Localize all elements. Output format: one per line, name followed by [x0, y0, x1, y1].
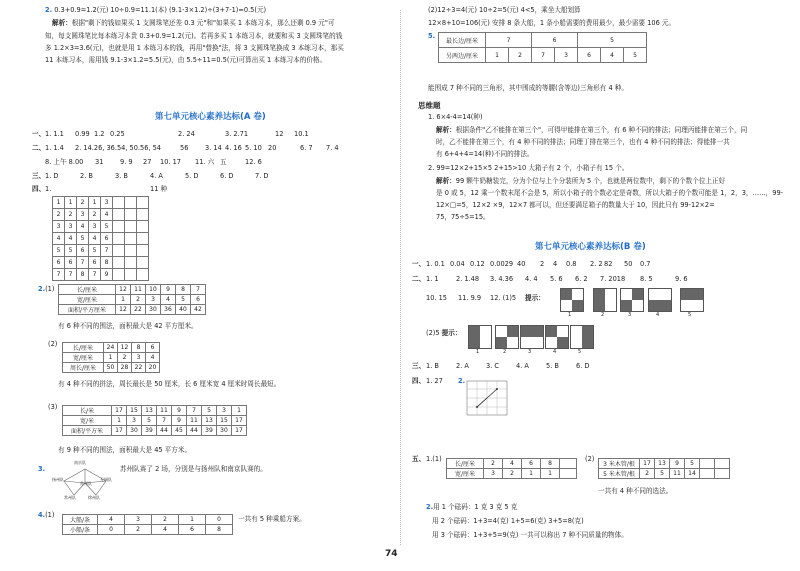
fig-num: 1 — [568, 312, 572, 318]
s2-item: 1. 1.4 — [45, 144, 64, 152]
s3-item: 5. D — [185, 172, 199, 180]
s2-item: 五 — [220, 158, 227, 166]
s1-label: 一、 — [32, 130, 46, 138]
fig-num: 3 — [528, 349, 532, 355]
section-title-b: 第七单元核心素养达标(B 卷) — [535, 242, 646, 252]
hint-figure — [593, 288, 617, 312]
b2-item: 5. 6 — [550, 275, 563, 283]
hint-figure — [520, 325, 544, 349]
b2-item: 10. 15 — [426, 294, 447, 302]
page-divider — [400, 10, 401, 545]
diagram-label-top: 南京队 — [74, 460, 86, 465]
s2-item: 10. 17 — [160, 158, 181, 166]
table-q4: 大船/条 4 3 2 1 0 小船/条 0 2 4 6 8 — [62, 514, 233, 535]
b3-item: 4. A — [516, 362, 529, 370]
s4-grid-note: 11 种 — [150, 185, 168, 193]
s3-label: 三、 — [32, 172, 46, 180]
b1-item: 1. 0.1 — [426, 260, 445, 268]
s1-item: 1.2 — [94, 130, 105, 138]
s1-item: 0.99 — [75, 130, 90, 138]
q2-note-2: 有 4 种不同的拼法，周长最长是 50 厘米，长 6 厘米宽 4 厘米时周长最短。 — [58, 380, 281, 388]
s4-number-grid: 1 1 2 1 3 2 2 3 2 4 3 3 4 3 5 4 4 5 4 6 5 5 6 5 7 6 6 7 6 8 7 7 8 7 9 — [52, 196, 149, 281]
s4-label: 四、 — [32, 185, 46, 193]
b4-q1: 1. 27 — [426, 377, 443, 385]
b2-item: 12. (1)5 — [490, 294, 517, 302]
analysis-line-0: 解析：根据"剩下的钱如果买 1 支圆珠笔还差 0.3 元"和"如果买 1 本练习本，那么还剩 0.9 元"可 — [52, 19, 335, 27]
grid-figure — [466, 380, 508, 416]
diagram-label-bottom-right: 徐州队 — [88, 495, 100, 500]
b1-item: 0.8 — [566, 260, 577, 268]
b1-item: 0.04 — [450, 260, 465, 268]
s1-item: 0.25 — [110, 130, 125, 138]
fig-num: 2 — [601, 312, 605, 318]
b2-item: 3. 4.36 — [490, 275, 514, 283]
table-q2-3: 长/米 17 15 13 11 9 7 5 3 1 宽/米 1 3 5 7 9 11 13 15 17 面积/平方米 17 30 39 44 45 44 39 30 17 — [62, 405, 247, 436]
s2-item: 8. 上午 8.00 — [45, 158, 84, 166]
s2-item: 56 — [180, 144, 189, 152]
s2-item: 27 — [143, 158, 152, 166]
s2-item: 7. 4 — [326, 144, 339, 152]
b2-item: 2. 1.48 — [456, 275, 480, 283]
b3-item: 6. D — [576, 362, 590, 370]
s4-q2-label: 2.(1) — [38, 285, 55, 293]
b2-item: 4. 4 — [525, 275, 538, 283]
hint-figure — [495, 325, 519, 349]
s2-label: 二、 — [32, 144, 46, 152]
section-title-a: 第七单元核心素养达标(A 卷) — [155, 112, 266, 122]
page-number: 74 — [385, 549, 398, 559]
s1-item: 1. 1.1 — [45, 130, 64, 138]
q2-note-1: 有 6 种不同的围法，面积最大是 42 平方厘米。 — [58, 322, 198, 330]
s1-item: 10.1 — [294, 130, 309, 138]
answer-line-q2: 2. 0.3+0.9=1.2(元) 10÷0.9=11.1(本) (9.1-3×1.2)÷(3+7-1)≈0.5(元) — [45, 6, 267, 14]
sw1-line-0: 解析：根据条件"乙不能排在第三个"，可得甲能排在第三个，有 6 种不同的排法；同理丙能排在第三个，同 — [436, 126, 748, 134]
hint-figure — [648, 288, 672, 312]
sw2-line-0: 解析：99 颗牛奶糖装完，分为个位与上个分装所为 5 个，也就是两位数中，剩下的个数个位上正好 — [436, 177, 726, 185]
s3-item: 7. D — [255, 172, 269, 180]
b3-item: 2. A — [456, 362, 469, 370]
fig-num: 2 — [503, 349, 507, 355]
sw2-text: 2. 99=12×2+15×5 2+15>10 大箱子有 2 个，小箱子有 15 个。 — [428, 164, 629, 172]
b5-q2-line-0: 2.用 1 个砝码：1 克 3 克 5 克 — [426, 503, 518, 511]
fig-num: 5 — [578, 349, 582, 355]
s2-item: 31 — [95, 158, 104, 166]
b1-item: 40 — [517, 260, 526, 268]
b2-item: 1. 1 — [426, 275, 439, 283]
analysis-line-1: 知，每支圆珠笔比每本练习本贵 0.3+0.9=1.2(元)。若再多买 1 本练习本，就要和买 3 支圆珠笔的钱 — [45, 32, 343, 40]
s2-item: 2. 14.26, 36.54, 50.56, 54 — [75, 144, 161, 152]
s4-q1-label: 1. — [45, 185, 52, 193]
b2-item: 11. 9.9 — [458, 294, 482, 302]
b1-item: 2 — [540, 260, 545, 268]
b2-hint: 提示： — [525, 294, 545, 302]
hint-figure — [680, 288, 704, 312]
s2-item: 20 — [268, 144, 277, 152]
b2-item: 6. 2 — [575, 275, 588, 283]
b5-q2-line-2: 用 3 个砝码：1+3+5=9(克) 一共可以称出 7 种不同质量的物体。 — [432, 531, 628, 539]
b4-q2: 2. — [458, 377, 466, 385]
s3-item: 3. B — [115, 172, 128, 180]
fig-num: 4 — [553, 349, 557, 355]
fig-num: 1 — [476, 349, 480, 355]
thinking-title: 思维题 — [418, 101, 441, 110]
fig-num: 5 — [688, 312, 692, 318]
b1-item: 82 — [604, 260, 613, 268]
sw1-line-1: 时，乙不能排在第三个，有 4 种不同的排法；同理丁排在第三个，也有 4 种不同的排法；得能排一共 — [436, 138, 730, 146]
b1-label: 一、 — [412, 260, 426, 268]
s2-item: 3. 14 — [205, 144, 222, 152]
diagram-label-mid: 苏州队 — [80, 481, 92, 486]
s2-item: 6. 7 — [300, 144, 313, 152]
s2-item: 11. 六 — [195, 158, 215, 166]
q2-sub3-label: (3) — [48, 403, 58, 411]
table-q5: 最长边/厘米 7 6 5 另两边/厘米 1 2 7 3 6 4 5 — [438, 32, 647, 63]
r-top-line-1: (2)12÷3=4(元) 10÷2=5(元) 4<5，乘坐大船划算 — [428, 6, 581, 14]
s1-item: 2. 24 — [178, 130, 195, 138]
table-b5-2: 3 米木管/根 17 13 9 5 5 米木管/根 2 5 11 14 — [598, 458, 730, 479]
b1-item: 50 — [624, 260, 633, 268]
b2-sub2-label: (2)5 提示： — [426, 329, 462, 337]
b5-q1-label: 1.(1) — [426, 455, 442, 463]
sw2-line-3: 75，75÷5=15。 — [436, 213, 490, 221]
b5-t2-note: 一共有 4 种不同的选法。 — [598, 487, 673, 495]
r-q5-label: 5. — [428, 32, 436, 40]
table-q2-1: 长/厘米 12 11 10 9 8 7 宽/厘米 1 2 3 4 5 6 面积/平方厘米 12 22 30 36 40 42 — [58, 284, 206, 315]
s3-item: 1. D — [45, 172, 59, 180]
sw1-line-2: 有 6+4+4=14(种)不同的排法。 — [436, 150, 534, 158]
s1-item: 12 — [275, 130, 284, 138]
hint-figure — [468, 325, 492, 349]
analysis-line-3: 11 本练习本，需用钱 9.1-3×1.2=5.5(元)，由 5.5÷11=0.5(元)可算出买 1 本练习本的价格。 — [45, 56, 327, 64]
q2-note-3: 有 9 种不同的围法，面积最大是 45 平方米。 — [58, 446, 192, 454]
q3-text: 苏州队赛了 2 场，分别是与扬州队和南京队赛的。 — [120, 465, 267, 473]
b1-item: 4 — [553, 260, 558, 268]
diagram-label-right: 无锡队 — [100, 477, 112, 482]
b3-item: 5. B — [546, 362, 559, 370]
table-q2-2: 长/厘米 24 12 8 6 宽/厘米 1 2 3 4 周长/厘米 50 28 22 20 — [62, 342, 160, 373]
s4-q3-label: 3. — [38, 465, 46, 473]
hint-figure — [545, 325, 569, 349]
hint-figure — [560, 288, 584, 312]
r-top-line-2: 12×8+10=106(元) 安排 8 条大船，1 条小船需要的费用最少，最少需要 106 元。 — [428, 19, 676, 27]
s2-item: 4. 16 — [225, 144, 242, 152]
table-b5-1: 长/厘米 2 4 6 8 宽/厘米 3 2 1 1 — [446, 458, 577, 479]
b5-sub2-label: (2) — [585, 455, 595, 463]
s3-item: 4. A — [150, 172, 163, 180]
fig-num: 3 — [628, 312, 632, 318]
diagram-label-bottom-left: 常州队 — [64, 495, 76, 500]
s1-item: 3. 2.71 — [225, 130, 249, 138]
sw1-text: 1. 6×4-4=14(种) — [428, 113, 483, 121]
b4-label: 四、 — [412, 377, 426, 385]
s3-item: 2. B — [80, 172, 93, 180]
b2-item: 7. 2018 — [600, 275, 626, 283]
sw2-line-1: 是 0 或 5，12 乘一个数末尾不会是 5，所以小箱子的个数必定是奇数，所以大箱子的个数可能是 1，2，3，……，99- — [436, 189, 784, 197]
q4-note: 一共有 5 种乘船方案。 — [238, 515, 306, 523]
b2-label: 二、 — [412, 275, 426, 283]
b5-label: 五、 — [412, 455, 426, 463]
diagram-label-left: 扬州队 — [52, 477, 64, 482]
fig-num: 4 — [656, 312, 660, 318]
b3-item: 1. B — [426, 362, 439, 370]
q2-sub2-label: (2) — [48, 340, 58, 348]
b3-label: 三、 — [412, 362, 426, 370]
sw2-line-2: 12×□=5，12×2 ×9，12×7 都可以，但还要满足箱子的数量大于 10，因此只有 99-12×2= — [436, 201, 715, 209]
s4-q4-label: 4.(1) — [38, 511, 55, 519]
b1-item: 0.0029 — [490, 260, 514, 268]
r-q5-note: 能围成 7 种不同的三角形，其中围成的等腰(含等边)三角形有 4 种。 — [428, 84, 628, 92]
hint-figure — [570, 325, 594, 349]
s3-item: 6. D — [220, 172, 234, 180]
b3-item: 3. C — [486, 362, 499, 370]
b1-item: 0.12 — [470, 260, 485, 268]
analysis-line-2: 多 1.2×3=3.6(元)，也就是用 1 本练习本的钱，再用"替换"法，将 3 支圆珠笔换成 3 本练习本，那买 — [45, 44, 344, 52]
b2-item: 8. 5 — [640, 275, 653, 283]
b2-item: 9. 6 — [675, 275, 688, 283]
b5-q2-line-1: 用 2 个砝码：1+3=4(克) 1+5=6(克) 3+5=8(克) — [432, 517, 584, 525]
s2-item: 9. 9 — [120, 158, 133, 166]
hint-figure — [620, 288, 644, 312]
b1-item: 2. 2 — [590, 260, 603, 268]
b1-item: 0.7 — [640, 260, 651, 268]
s2-item: 5. 10 — [245, 144, 262, 152]
s2-item: 12. 6 — [245, 158, 262, 166]
